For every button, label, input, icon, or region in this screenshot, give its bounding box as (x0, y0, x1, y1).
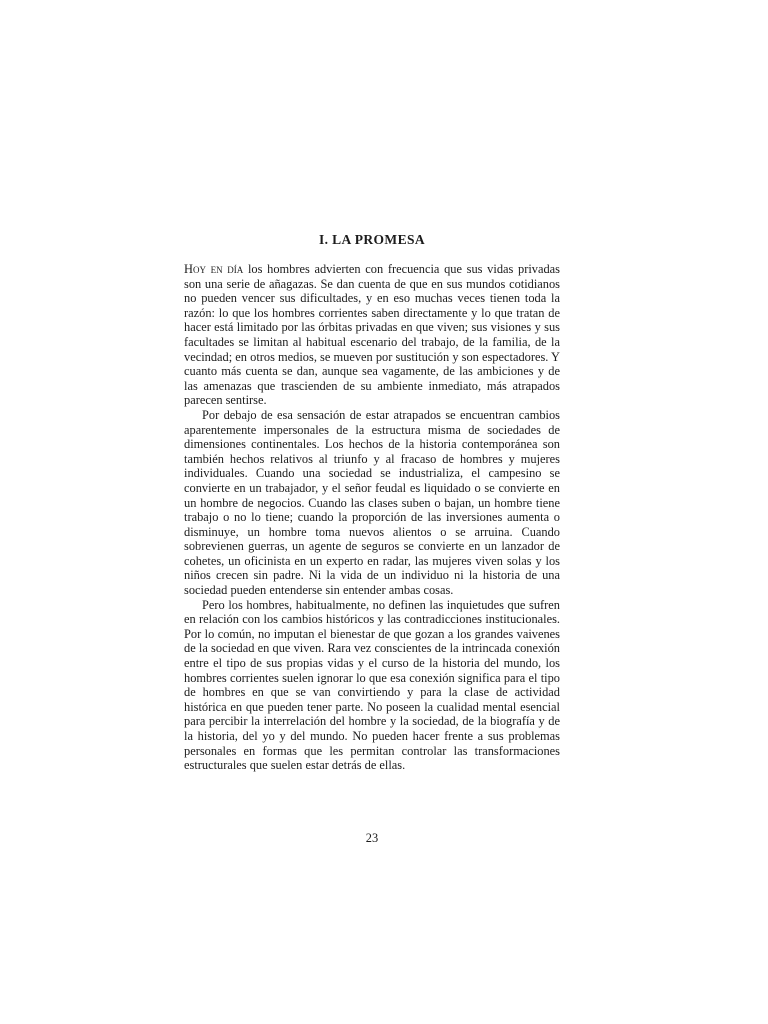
page-number: 23 (365, 831, 379, 845)
paragraph-1-text: los hombres advierten con frecuencia que sus vidas privadas son una serie de añagazas. Se dan cuenta de que en sus mundos cotidianos no pueden vencer sus dificultades, y en eso muchas veces tienen toda la razón: lo que los hombres corrientes saben directamente y lo que tratan de hacer está limitado por las órbitas privadas en que viven; sus visiones y sus facultades se limitan al habitual escenario del trabajo, de la familia, de la vecindad; en otros medios, se mueven por sustitución y son espectadores. Y cuanto más cuenta se dan, aunque sea vagamente, de las ambiciones y de las amenazas que trascienden de su ambiente inmediato, más atrapados parecen sentirse. (184, 262, 560, 408)
paragraph-2: Por debajo de esa sensación de estar atrapados se encuentran cambios aparentemente impersonales de la estructura misma de sociedades de dimensiones continentales. Los hechos de la historia contemporánea son también hechos relativos al triunfo y al fracaso de hombres y mujeres individuales. Cuando una sociedad se industrializa, el campesino se convierte en un trabajador, y el señor feudal es liquidado o se convierte en un hombre de negocios. Cuando las clases suben o bajan, un hombre tiene trabajo o no lo tiene; cuando la proporción de las inversiones aumenta o disminuye, un hombre toma nuevos alientos o se arruina. Cuando sobrevienen guerras, un agente de seguros se convierte en un lanzador de cohetes, un oficinista en un experto en radar, las mujeres viven solas y los niños crecen sin padre. Ni la vida de un individuo ni la historia de una sociedad pueden entenderse sin entender ambas cosas. (184, 407, 560, 598)
paragraph-1 (184, 262, 560, 408)
chapter-title: I. LA PROMESA (318, 232, 426, 247)
body-text (184, 262, 560, 773)
opening-small-caps: Hoy en día (184, 262, 244, 276)
paragraph-3: Pero los hombres, habitualmente, no definen las inquietudes que sufren en relación con los cambios históricos y las contradicciones institucionales. Por lo común, no imputan el bienestar de que gozan a los grandes vaivenes de la sociedad en que viven. Rara vez conscientes de la intrincada conexión entre el tipo de sus propias vidas y el curso de la historia del mundo, los hombres corrientes suelen ignorar lo que esa conexión significa para el tipo de hombres en que se van convirtiendo y para la clase de actividad histórica en que pueden tener parte. No poseen la cualidad mental esencial para percibir la interrelación del hombre y la sociedad, de la biografía y de la historia, del yo y del mundo. No pueden hacer frente a sus problemas personales en formas que les permitan controlar las transformaciones estructurales que suelen estar detrás de ellas. (184, 597, 560, 773)
